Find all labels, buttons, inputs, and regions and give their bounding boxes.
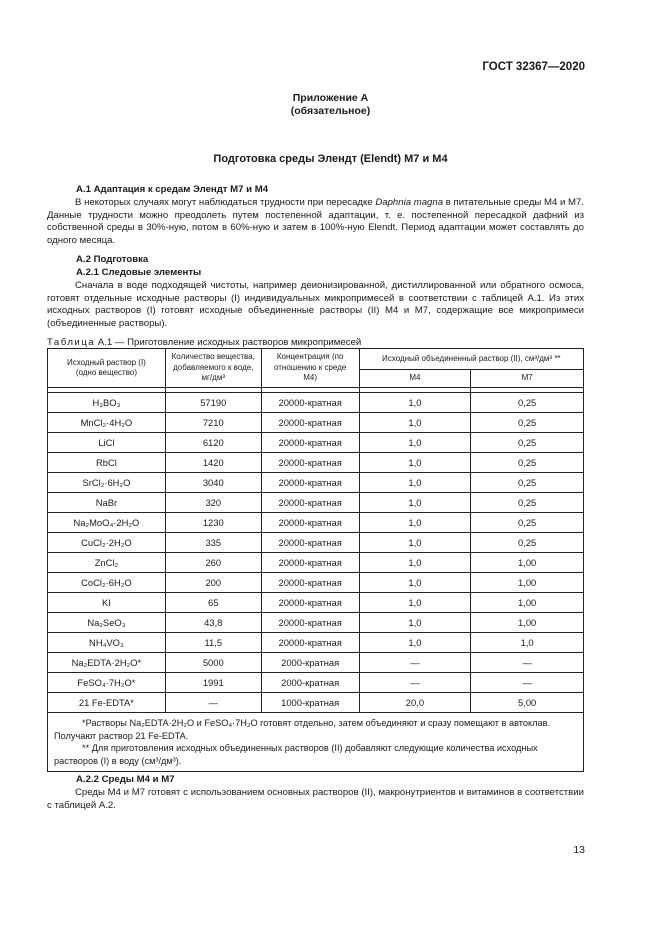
cell-m4: 1,0 xyxy=(359,533,471,553)
cell-m7: 0,25 xyxy=(471,393,584,413)
table-row xyxy=(48,593,584,613)
main-title: Подготовка среды Элендт (Elendt) M7 и M4 xyxy=(213,153,448,165)
cell-amount: 200 xyxy=(165,573,261,593)
header-m7: M7 xyxy=(471,370,584,388)
table-note-1: *Растворы Na₂EDTA·2H₂O и FeSO₄·7H₂O готовят отдельно, затем объединяют и сразу помещают в автоклав. Получают раствор 21 Fe-EDTA. xyxy=(54,718,551,741)
table-row xyxy=(48,633,584,653)
table-row xyxy=(48,453,584,473)
cell-substance: Na₂EDTA·2H₂O* xyxy=(48,653,166,673)
cell-amount: 57190 xyxy=(165,393,261,413)
cell-m4: 1,0 xyxy=(359,613,471,633)
cell-substance: Na₂SeO₃ xyxy=(48,613,166,633)
section-a21-heading: А.2.1 Следовые элементы xyxy=(76,267,202,278)
cell-amount: 1991 xyxy=(165,673,261,693)
cell-concentration: 2000-кратная xyxy=(261,653,359,673)
table-row xyxy=(48,533,584,553)
cell-m7: 0,25 xyxy=(471,513,584,533)
cell-m7: 1,00 xyxy=(471,613,584,633)
table-row xyxy=(48,653,584,673)
trace-elements-table xyxy=(47,348,584,772)
cell-m4: 1,0 xyxy=(359,473,471,493)
cell-m4: 1,0 xyxy=(359,513,471,533)
cell-amount: 3040 xyxy=(165,473,261,493)
cell-m4: 1,0 xyxy=(359,433,471,453)
header-combined-solution: Исходный объединенный раствор (II), см³/дм³ ** xyxy=(359,349,583,370)
cell-concentration: 2000-кратная xyxy=(261,673,359,693)
cell-m4: 20,0 xyxy=(359,693,471,713)
cell-concentration: 20000-кратная xyxy=(261,533,359,553)
table-row xyxy=(48,413,584,433)
table-row xyxy=(48,393,584,413)
cell-substance: ZnCl₂ xyxy=(48,553,166,573)
cell-substance: Na₂MoO₄·2H₂O xyxy=(48,513,166,533)
a1-text-before: В некоторых случаях могут наблюдаться трудности при пересадке xyxy=(75,197,376,208)
table-caption-text: А.1 — Приготовление исходных растворов микропримесей xyxy=(95,337,362,348)
section-a2-heading: А.2 Подготовка xyxy=(76,254,149,265)
cell-amount: 6120 xyxy=(165,433,261,453)
table-caption-word: Таблица xyxy=(47,337,96,348)
a1-text-species: Daphnia magna xyxy=(375,197,444,208)
cell-substance: SrCl₂·6H₂O xyxy=(48,473,166,493)
cell-concentration: 20000-кратная xyxy=(261,633,359,653)
cell-amount: 11,5 xyxy=(165,633,261,653)
table-body xyxy=(48,393,584,713)
annex-title: Приложение А xyxy=(292,92,369,104)
cell-concentration: 1000-кратная xyxy=(261,693,359,713)
cell-m7: 0,25 xyxy=(471,533,584,553)
cell-concentration: 20000-кратная xyxy=(261,413,359,433)
cell-m4: 1,0 xyxy=(359,553,471,573)
cell-substance: LiCl xyxy=(48,433,166,453)
table-row xyxy=(48,513,584,533)
cell-m7: 0,25 xyxy=(471,413,584,433)
cell-amount: 335 xyxy=(165,533,261,553)
cell-m7: 1,0 xyxy=(471,633,584,653)
cell-m4: 1,0 xyxy=(359,633,471,653)
cell-substance: H₃BO₃ xyxy=(48,393,166,413)
cell-amount: 260 xyxy=(165,553,261,573)
table-note-2: ** Для приготовления исходных объединенных растворов (II) добавляют следующие количества исходных растворов (I) в воду (см³/дм³). xyxy=(54,743,538,766)
cell-m7: — xyxy=(471,673,584,693)
cell-concentration: 20000-кратная xyxy=(261,393,359,413)
cell-substance: NaBr xyxy=(48,493,166,513)
table-row xyxy=(48,693,584,713)
cell-substance: RbCl xyxy=(48,453,166,473)
cell-m7: — xyxy=(471,653,584,673)
page-number: 13 xyxy=(573,844,585,856)
cell-m4: 1,0 xyxy=(359,593,471,613)
cell-amount: 5000 xyxy=(165,653,261,673)
cell-substance: CoCl₂·6H₂O xyxy=(48,573,166,593)
cell-m4: 1,0 xyxy=(359,393,471,413)
cell-concentration: 20000-кратная xyxy=(261,613,359,633)
header-amount: Количество вещества, добавляемого к воде, мг/дм³ xyxy=(165,349,261,388)
cell-m7: 5,00 xyxy=(471,693,584,713)
section-a1-heading: А.1 Адаптация к средам Элендт M7 и M4 xyxy=(76,184,269,195)
cell-substance: 21 Fe-EDTA* xyxy=(48,693,166,713)
cell-amount: 43,8 xyxy=(165,613,261,633)
cell-amount: 65 xyxy=(165,593,261,613)
cell-amount: 7210 xyxy=(165,413,261,433)
cell-substance: CuCl₂·2H₂O xyxy=(48,533,166,553)
cell-concentration: 20000-кратная xyxy=(261,453,359,473)
table-row xyxy=(48,553,584,573)
cell-substance: KI xyxy=(48,593,166,613)
cell-concentration: 20000-кратная xyxy=(261,593,359,613)
cell-concentration: 20000-кратная xyxy=(261,513,359,533)
cell-amount: 1230 xyxy=(165,513,261,533)
cell-m4: 1,0 xyxy=(359,573,471,593)
cell-m7: 0,25 xyxy=(471,453,584,473)
cell-concentration: 20000-кратная xyxy=(261,493,359,513)
cell-concentration: 20000-кратная xyxy=(261,553,359,573)
cell-concentration: 20000-кратная xyxy=(261,573,359,593)
table-row xyxy=(48,473,584,493)
annex-status: (обязательное) xyxy=(290,105,371,117)
cell-m4: — xyxy=(359,673,471,693)
table-row xyxy=(48,673,584,693)
cell-substance: NH₄VO₃ xyxy=(48,633,166,653)
cell-m7: 0,25 xyxy=(471,433,584,453)
cell-substance: MnCl₂·4H₂O xyxy=(48,413,166,433)
cell-amount: 1420 xyxy=(165,453,261,473)
a1-text-after: в питательные среды M4 и M7. Данные трудности можно преодолеть путем постепенной адаптации, т. е. постепенной пересадкой дафний из собственной среды в 30%-ную, потом в 60%-ную и затем в 100%-ную Elendt. Период адаптации может составлять до одного месяца. xyxy=(47,197,584,246)
cell-m7: 1,00 xyxy=(471,593,584,613)
section-a22-text xyxy=(47,787,584,812)
cell-m7: 0,25 xyxy=(471,493,584,513)
header-concentration: Концентрация (по отношению к среде M4) xyxy=(261,349,359,388)
table-notes xyxy=(48,713,584,772)
cell-concentration: 20000-кратная xyxy=(261,473,359,493)
section-a1-text xyxy=(47,197,584,247)
header-stock-solution: Исходный раствор (I) (одно вещество) xyxy=(48,349,166,388)
header-m4: M4 xyxy=(359,370,471,388)
cell-concentration: 20000-кратная xyxy=(261,433,359,453)
annex-heading xyxy=(0,92,661,118)
cell-m7: 1,00 xyxy=(471,573,584,593)
section-a21-text xyxy=(47,280,584,330)
table-row xyxy=(48,433,584,453)
a21-text-body: Сначала в воде подходящей чистоты, например деионизированной, дистиллированной или обратного осмоса, готовят отдельные исходные растворы (I) индивидуальных микропримесей в соответствии с таблицей А.1. Из этих исходных растворов (I) готовят исходные объединенные растворы (II) M4 и M7, содержащие все микропримеси (объединенные растворы). xyxy=(47,280,584,329)
table-caption xyxy=(47,337,361,348)
a22-text-body: Среды M4 и M7 готовят с использованием основных растворов (II), макронутриентов и витаминов в соответствии с таблицей А.2. xyxy=(47,787,584,811)
cell-m7: 1,00 xyxy=(471,553,584,573)
cell-m4: 1,0 xyxy=(359,413,471,433)
cell-amount: 320 xyxy=(165,493,261,513)
document-header-standard: ГОСТ 32367—2020 xyxy=(482,61,585,73)
table-row xyxy=(48,493,584,513)
table-row xyxy=(48,613,584,633)
cell-m7: 0,25 xyxy=(471,473,584,493)
cell-m4: 1,0 xyxy=(359,493,471,513)
cell-amount: — xyxy=(165,693,261,713)
section-a22-heading: А.2.2 Среды M4 и M7 xyxy=(76,774,175,785)
cell-m4: — xyxy=(359,653,471,673)
cell-m4: 1,0 xyxy=(359,453,471,473)
cell-substance: FeSO₄·7H₂O* xyxy=(48,673,166,693)
table-row xyxy=(48,573,584,593)
